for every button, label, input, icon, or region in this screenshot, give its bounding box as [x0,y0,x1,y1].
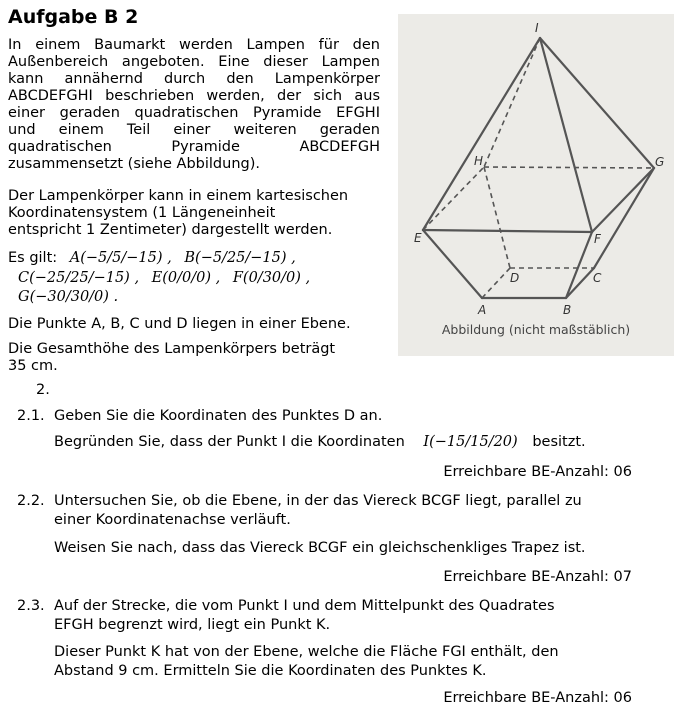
height-statement [8,341,380,375]
intro-line: einer geraden quadratischen Pyramide EFGHI [8,105,380,121]
point-c: C(−25/25/−15) , [18,270,140,286]
task-2-2-number: 2.2. [17,493,45,509]
hidden-edge-ad [482,268,510,298]
edge-ea [423,230,482,298]
lamp-body-diagram [398,14,674,356]
reason-suffix: besitzt. [532,434,586,450]
points-line-3 [18,289,118,306]
height-line: 35 cm. [8,358,58,374]
coord-line: Der Lampenkörper kann in einem kartesischen [8,188,349,204]
point-i-coordinates: I(−15/15/20) [423,434,518,450]
intro-line: kann annähernd durch den Lampenkörper [8,71,380,87]
coord-line: Koordinatensystem (1 Längeneinheit [8,205,276,221]
edge-bc [566,268,594,298]
task-2-1-score: Erreichbare BE-Anzahl: 06 [443,464,632,480]
section-number: 2. [36,382,50,398]
label-b: B [563,303,572,317]
task-2-3-para2-line: Dieser Punkt K hat von der Ebene, welche die Fläche FGI enthält, den [54,644,559,660]
intro-paragraph [8,37,380,173]
task-title: Aufgabe B 2 [8,6,139,28]
hidden-edge-eh [423,167,484,230]
task-2-2-line: Untersuchen Sie, ob die Ebene, in der das Viereck BCGF liegt, parallel zu [54,493,582,509]
hidden-edge-hg [484,167,654,168]
intro-line: quadratischen Pyramide ABCDEFGH [8,139,380,155]
edge-fg [592,168,654,232]
label-e: E [414,231,422,245]
lamp-figure [398,14,674,356]
hidden-edge-hd [484,167,510,268]
task-2-2-score: Erreichbare BE-Anzahl: 07 [443,569,632,585]
intro-line: zusammensetzt (siehe Abbildung). [8,156,260,172]
es-gilt-label: Es gilt: [8,250,58,266]
reason-prefix: Begründen Sie, dass der Punkt I die Koordinaten [54,434,405,450]
label-i: I [535,21,539,35]
label-d: D [510,271,520,285]
point-b: B(−5/25/−15) , [184,250,296,266]
coord-line: entspricht 1 Zentimeter) dargestellt werden. [8,222,333,238]
label-g: G [655,155,665,169]
edge-ie [423,38,540,230]
point-e: E(0/0/0) , [151,270,221,286]
points-line-2 [18,270,310,287]
intro-line: Außenbereich angeboten. Eine dieser Lampen [8,54,380,70]
task-2-1-line: Geben Sie die Koordinaten des Punktes D an. [54,408,383,424]
intro-line: ABCDEFGHI beschrieben werden, der sich aus [8,88,380,104]
task-2-3-line: Auf der Strecke, die vom Punkt I und dem Mittelpunkt des Quadrates [54,598,555,614]
edge-bf [566,232,592,298]
label-h: H [474,154,484,168]
task-2-2-line: einer Koordinatenachse verläuft. [54,512,291,528]
point-f: F(0/30/0) , [232,270,311,286]
label-c: C [593,271,602,285]
task-2-2-para2: Weisen Sie nach, dass das Viereck BCGF ein gleichschenkliges Trapez ist. [54,540,586,556]
label-f: F [594,232,601,246]
task-2-1-number: 2.1. [17,408,45,424]
intro-line: In einem Baumarkt werden Lampen für den [8,37,380,53]
points-line-1 [8,250,296,267]
figure-caption: Abbildung (nicht maßstäblich) [441,322,631,337]
height-line: Die Gesamthöhe des Lampenkörpers beträgt [8,341,336,357]
task-2-3-line: EFGH begrenzt wird, liegt ein Punkt K. [54,617,331,633]
point-a: A(−5/5/−15) , [69,250,172,266]
label-a: A [478,303,487,317]
edge-ef [423,230,592,232]
edge-cg [594,168,654,268]
task-2-3-para2-line: Abstand 9 cm. Ermitteln Sie die Koordinaten des Punktes K. [54,663,487,679]
task-2-2-text [54,492,632,530]
point-g: G(−30/30/0) . [18,289,119,305]
hidden-edge-ih [484,38,540,167]
coordinate-paragraph [8,188,380,239]
plane-statement: Die Punkte A, B, C und D liegen in einer Ebene. [8,316,351,332]
task-2-3-para2 [54,643,632,681]
task-2-3-score: Erreichbare BE-Anzahl: 06 [443,690,632,706]
task-2-3-text [54,597,632,635]
intro-line: und einem Teil einer weiteren geraden [8,122,380,138]
task-2-1-reason [54,433,586,452]
task-2-3-number: 2.3. [17,598,45,614]
